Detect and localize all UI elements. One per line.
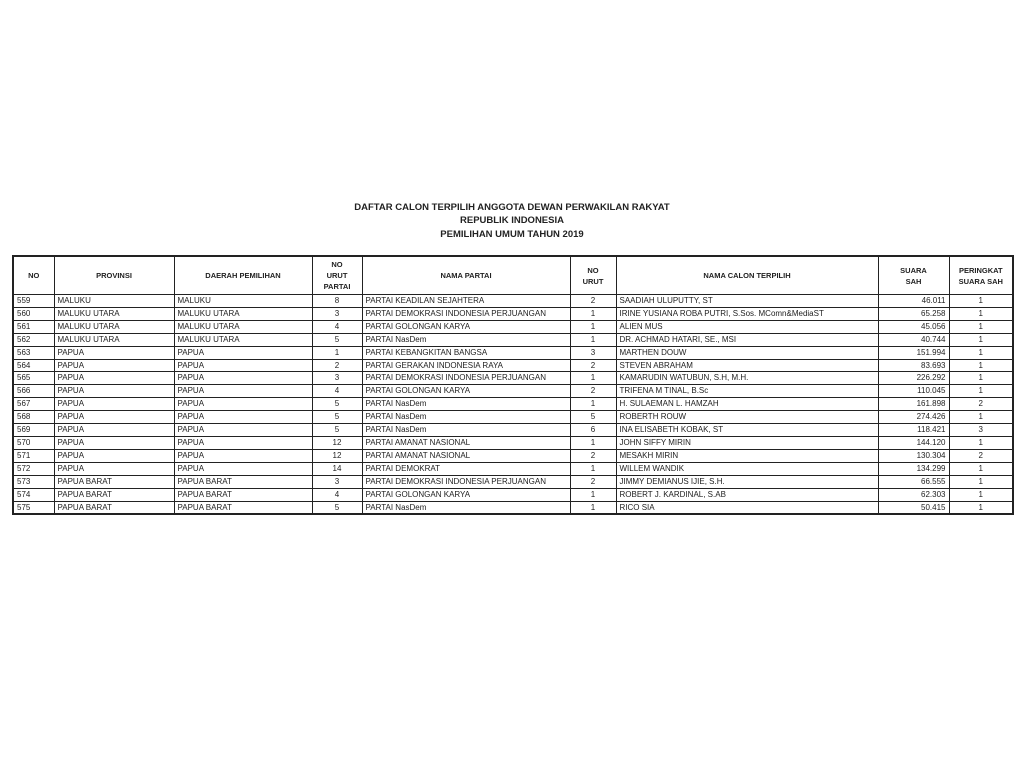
cell-provinsi: PAPUA (54, 372, 174, 385)
cell-no-urut-partai: 4 (312, 385, 362, 398)
cell-nama-partai: PARTAI AMANAT NASIONAL (362, 436, 570, 449)
cell-no: 563 (13, 346, 54, 359)
cell-peringkat: 1 (949, 475, 1013, 488)
cell-suara-sah: 274.426 (878, 411, 949, 424)
cell-peringkat: 2 (949, 398, 1013, 411)
table-row (13, 462, 1013, 475)
cell-suara-sah: 226.292 (878, 372, 949, 385)
cell-no-urut-partai: 12 (312, 449, 362, 462)
cell-peringkat: 1 (949, 372, 1013, 385)
cell-suara-sah: 40.744 (878, 333, 949, 346)
cell-nama-partai: PARTAI GERAKAN INDONESIA RAYA (362, 359, 570, 372)
cell-no-urut-partai: 12 (312, 436, 362, 449)
cell-nama-partai: PARTAI DEMOKRASI INDONESIA PERJUANGAN (362, 475, 570, 488)
cell-provinsi: PAPUA (54, 424, 174, 437)
cell-suara-sah: 110.045 (878, 385, 949, 398)
cell-suara-sah: 144.120 (878, 436, 949, 449)
cell-peringkat: 3 (949, 424, 1013, 437)
header-no-urut-partai: NO URUT PARTAI (312, 256, 362, 295)
cell-nama-calon: SAADIAH ULUPUTTY, ST (616, 295, 878, 308)
cell-no: 566 (13, 385, 54, 398)
cell-no: 575 (13, 501, 54, 514)
table-header-row (13, 256, 1013, 295)
cell-no-urut-partai: 5 (312, 501, 362, 514)
cell-no-urut-partai: 1 (312, 346, 362, 359)
table-row (13, 424, 1013, 437)
cell-no: 561 (13, 320, 54, 333)
cell-no-urut-partai: 4 (312, 488, 362, 501)
cell-nama-calon: ALIEN MUS (616, 320, 878, 333)
cell-nama-partai: PARTAI GOLONGAN KARYA (362, 488, 570, 501)
cell-no-urut: 2 (570, 295, 616, 308)
cell-nama-partai: PARTAI NasDem (362, 501, 570, 514)
table-row (13, 359, 1013, 372)
cell-no: 565 (13, 372, 54, 385)
cell-peringkat: 2 (949, 449, 1013, 462)
cell-daerah-pemilihan: MALUKU UTARA (174, 333, 312, 346)
cell-provinsi: PAPUA (54, 346, 174, 359)
cell-nama-calon: MARTHEN DOUW (616, 346, 878, 359)
cell-suara-sah: 161.898 (878, 398, 949, 411)
cell-daerah-pemilihan: PAPUA (174, 462, 312, 475)
cell-no-urut-partai: 3 (312, 307, 362, 320)
cell-provinsi: PAPUA (54, 462, 174, 475)
cell-nama-calon: WILLEM WANDIK (616, 462, 878, 475)
cell-suara-sah: 50.415 (878, 501, 949, 514)
table-row (13, 501, 1013, 514)
cell-no-urut-partai: 4 (312, 320, 362, 333)
cell-no-urut: 1 (570, 372, 616, 385)
cell-no: 562 (13, 333, 54, 346)
cell-no-urut-partai: 5 (312, 411, 362, 424)
cell-suara-sah: 130.304 (878, 449, 949, 462)
cell-nama-calon: INA ELISABETH KOBAK, ST (616, 424, 878, 437)
cell-provinsi: PAPUA (54, 411, 174, 424)
cell-peringkat: 1 (949, 385, 1013, 398)
cell-nama-partai: PARTAI NasDem (362, 411, 570, 424)
cell-provinsi: PAPUA (54, 359, 174, 372)
table-row (13, 333, 1013, 346)
cell-nama-partai: PARTAI NasDem (362, 424, 570, 437)
cell-nama-partai: PARTAI DEMOKRASI INDONESIA PERJUANGAN (362, 307, 570, 320)
cell-daerah-pemilihan: PAPUA (174, 449, 312, 462)
document-subtitle: REPUBLIK INDONESIA (460, 215, 564, 226)
cell-nama-calon: H. SULAEMAN L. HAMZAH (616, 398, 878, 411)
cell-provinsi: PAPUA (54, 436, 174, 449)
cell-no-urut-partai: 3 (312, 475, 362, 488)
cell-peringkat: 1 (949, 359, 1013, 372)
cell-nama-partai: PARTAI NasDem (362, 398, 570, 411)
cell-nama-calon: KAMARUDIN WATUBUN, S.H, M.H. (616, 372, 878, 385)
cell-provinsi: PAPUA (54, 398, 174, 411)
cell-provinsi: PAPUA (54, 385, 174, 398)
cell-no: 570 (13, 436, 54, 449)
cell-nama-calon: MESAKH MIRIN (616, 449, 878, 462)
cell-peringkat: 1 (949, 333, 1013, 346)
cell-peringkat: 1 (949, 436, 1013, 449)
cell-no-urut-partai: 5 (312, 424, 362, 437)
cell-no: 560 (13, 307, 54, 320)
cell-daerah-pemilihan: PAPUA (174, 346, 312, 359)
document-title: DAFTAR CALON TERPILIH ANGGOTA DEWAN PERWAKILAN RAKYAT (354, 202, 670, 213)
cell-peringkat: 1 (949, 346, 1013, 359)
cell-suara-sah: 83.693 (878, 359, 949, 372)
table-row (13, 488, 1013, 501)
header-daerah-pemilihan: DAERAH PEMILIHAN (174, 256, 312, 295)
cell-daerah-pemilihan: PAPUA (174, 385, 312, 398)
table-row (13, 411, 1013, 424)
cell-no: 572 (13, 462, 54, 475)
cell-peringkat: 1 (949, 295, 1013, 308)
cell-no-urut-partai: 5 (312, 333, 362, 346)
cell-provinsi: MALUKU UTARA (54, 320, 174, 333)
cell-peringkat: 1 (949, 462, 1013, 475)
cell-daerah-pemilihan: PAPUA BARAT (174, 475, 312, 488)
cell-nama-calon: ROBERTH ROUW (616, 411, 878, 424)
cell-peringkat: 1 (949, 320, 1013, 333)
cell-no-urut: 2 (570, 359, 616, 372)
table-row (13, 385, 1013, 398)
cell-suara-sah: 118.421 (878, 424, 949, 437)
cell-no: 559 (13, 295, 54, 308)
candidate-table (12, 255, 1014, 515)
table-row (13, 398, 1013, 411)
cell-provinsi: PAPUA BARAT (54, 475, 174, 488)
cell-nama-calon: ROBERT J. KARDINAL, S.AB (616, 488, 878, 501)
document-election-year: PEMILIHAN UMUM TAHUN 2019 (440, 229, 584, 240)
cell-no-urut-partai: 2 (312, 359, 362, 372)
table-row (13, 320, 1013, 333)
cell-no-urut: 5 (570, 411, 616, 424)
cell-no: 573 (13, 475, 54, 488)
table-row (13, 295, 1013, 308)
header-suara-sah: SUARA SAH (878, 256, 949, 295)
cell-nama-partai: PARTAI KEADILAN SEJAHTERA (362, 295, 570, 308)
cell-provinsi: PAPUA (54, 449, 174, 462)
header-nama-partai: NAMA PARTAI (362, 256, 570, 295)
cell-suara-sah: 151.994 (878, 346, 949, 359)
header-no-urut: NO URUT (570, 256, 616, 295)
cell-suara-sah: 66.555 (878, 475, 949, 488)
table-row (13, 372, 1013, 385)
cell-nama-partai: PARTAI DEMOKRAT (362, 462, 570, 475)
cell-daerah-pemilihan: PAPUA (174, 398, 312, 411)
table-row (13, 307, 1013, 320)
cell-no-urut: 2 (570, 475, 616, 488)
cell-no-urut: 2 (570, 385, 616, 398)
cell-no-urut-partai: 3 (312, 372, 362, 385)
cell-no-urut: 1 (570, 307, 616, 320)
cell-no-urut: 1 (570, 488, 616, 501)
cell-no: 564 (13, 359, 54, 372)
cell-no: 571 (13, 449, 54, 462)
cell-nama-calon: JOHN SIFFY MIRIN (616, 436, 878, 449)
cell-no-urut: 1 (570, 333, 616, 346)
cell-provinsi: MALUKU UTARA (54, 333, 174, 346)
cell-daerah-pemilihan: MALUKU (174, 295, 312, 308)
table-row (13, 346, 1013, 359)
cell-daerah-pemilihan: PAPUA (174, 436, 312, 449)
cell-suara-sah: 65.258 (878, 307, 949, 320)
cell-nama-partai: PARTAI KEBANGKITAN BANGSA (362, 346, 570, 359)
cell-nama-partai: PARTAI AMANAT NASIONAL (362, 449, 570, 462)
cell-daerah-pemilihan: PAPUA (174, 359, 312, 372)
cell-no-urut: 2 (570, 449, 616, 462)
cell-daerah-pemilihan: PAPUA (174, 411, 312, 424)
header-peringkat: PERINGKAT SUARA SAH (949, 256, 1013, 295)
cell-nama-partai: PARTAI DEMOKRASI INDONESIA PERJUANGAN (362, 372, 570, 385)
cell-provinsi: MALUKU UTARA (54, 307, 174, 320)
cell-no-urut: 1 (570, 462, 616, 475)
cell-provinsi: PAPUA BARAT (54, 501, 174, 514)
cell-no-urut-partai: 14 (312, 462, 362, 475)
cell-daerah-pemilihan: PAPUA BARAT (174, 488, 312, 501)
cell-nama-calon: IRINE YUSIANA ROBA PUTRI, S.Sos. MComn&MediaST (616, 307, 878, 320)
cell-provinsi: PAPUA BARAT (54, 488, 174, 501)
cell-daerah-pemilihan: PAPUA (174, 372, 312, 385)
cell-nama-calon: STEVEN ABRAHAM (616, 359, 878, 372)
cell-no-urut: 1 (570, 501, 616, 514)
cell-provinsi: MALUKU (54, 295, 174, 308)
cell-suara-sah: 46.011 (878, 295, 949, 308)
header-nama-calon: NAMA CALON TERPILIH (616, 256, 878, 295)
cell-no-urut: 1 (570, 436, 616, 449)
table-row (13, 449, 1013, 462)
cell-daerah-pemilihan: PAPUA (174, 424, 312, 437)
cell-no-urut: 6 (570, 424, 616, 437)
cell-peringkat: 1 (949, 307, 1013, 320)
cell-no-urut: 1 (570, 320, 616, 333)
cell-nama-partai: PARTAI GOLONGAN KARYA (362, 320, 570, 333)
cell-suara-sah: 45.056 (878, 320, 949, 333)
cell-daerah-pemilihan: MALUKU UTARA (174, 307, 312, 320)
header-provinsi: PROVINSI (54, 256, 174, 295)
cell-nama-calon: TRIFENA M TINAL, B.Sc (616, 385, 878, 398)
cell-daerah-pemilihan: MALUKU UTARA (174, 320, 312, 333)
cell-daerah-pemilihan: PAPUA BARAT (174, 501, 312, 514)
cell-no-urut: 3 (570, 346, 616, 359)
cell-nama-calon: DR. ACHMAD HATARI, SE., MSI (616, 333, 878, 346)
cell-suara-sah: 62.303 (878, 488, 949, 501)
cell-nama-calon: JIMMY DEMIANUS IJIE, S.H. (616, 475, 878, 488)
cell-no: 567 (13, 398, 54, 411)
cell-nama-partai: PARTAI GOLONGAN KARYA (362, 385, 570, 398)
cell-suara-sah: 134.299 (878, 462, 949, 475)
cell-no-urut-partai: 5 (312, 398, 362, 411)
cell-no-urut-partai: 8 (312, 295, 362, 308)
cell-nama-partai: PARTAI NasDem (362, 333, 570, 346)
cell-no-urut: 1 (570, 398, 616, 411)
cell-no: 568 (13, 411, 54, 424)
cell-nama-calon: RICO SIA (616, 501, 878, 514)
cell-peringkat: 1 (949, 501, 1013, 514)
cell-no: 574 (13, 488, 54, 501)
header-no: NO (13, 256, 54, 295)
cell-peringkat: 1 (949, 488, 1013, 501)
table-row (13, 436, 1013, 449)
table-row (13, 475, 1013, 488)
cell-no: 569 (13, 424, 54, 437)
cell-peringkat: 1 (949, 411, 1013, 424)
